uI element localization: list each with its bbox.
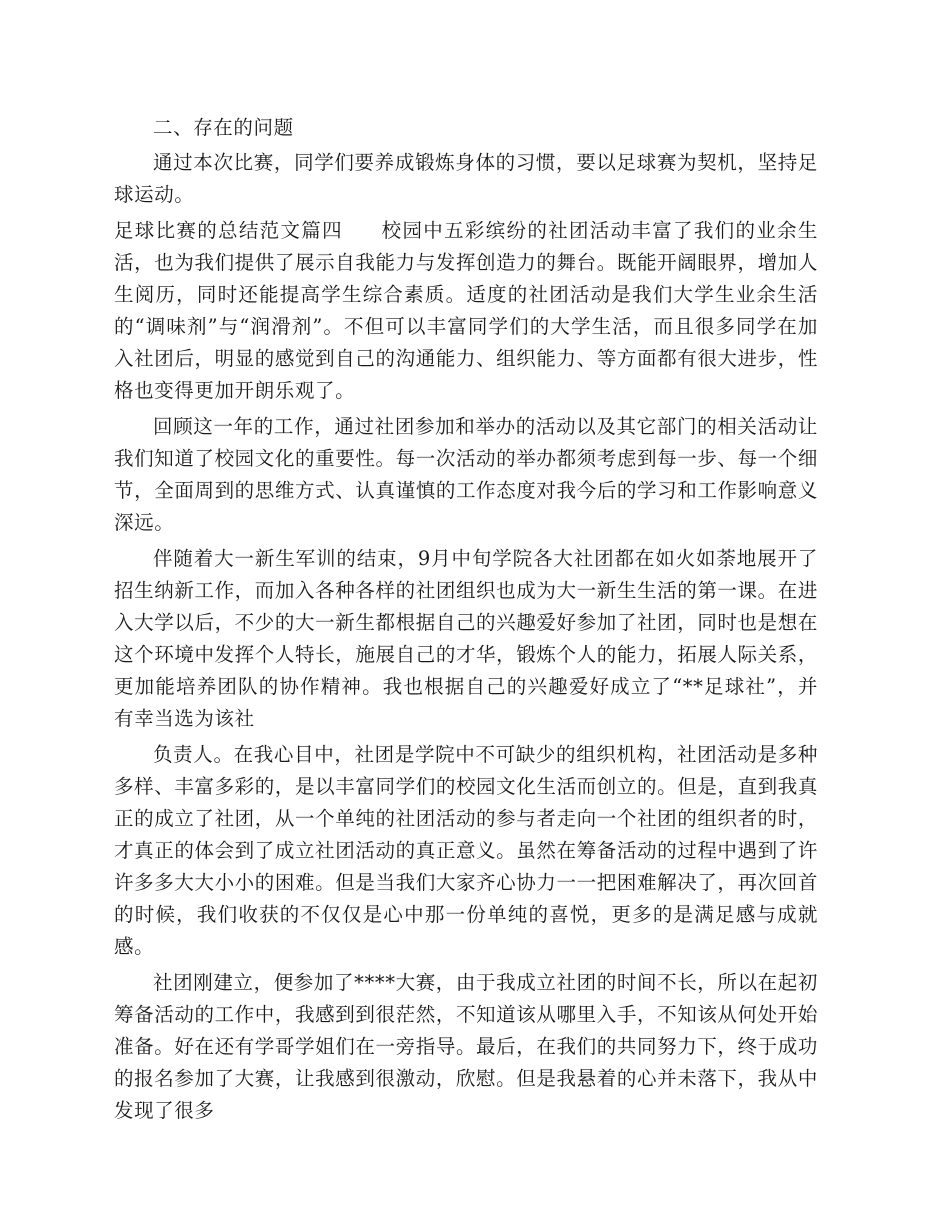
article-title: 足球比赛的总结范文篇四	[114, 219, 343, 242]
document-body	[114, 112, 818, 1131]
paragraph-2-body: 校园中五彩缤纷的社团活动丰富了我们的业余生活，也为我们提供了展示自我能力与发挥创造力的舞台。既能开阔眼界，增加人生阅历，同时还能提高学生综合素质。适度的社团活动是我们大学生业余生活的“调味剂”与“润滑剂”。不但可以丰富同学们的大学生活，而且很多同学在加入社团后，明显的感觉到自己的沟通能力、组织能力、等方面都有很大进步，性格也变得更加开朗乐观了。	[114, 219, 818, 402]
paragraph-4: 伴随着大一新生军训的结束，9月中旬学院各大社团都在如火如荼地展开了招生纳新工作，而加入各种各样的社团组织也成为大一新生生活的第一课。在进入大学以后，不少的大一新生都根据自己的兴趣爱好参加了社团，同时也是想在这个环境中发挥个人特长，施展自己的才华，锻炼个人的能力，拓展人际关系，更加能培养团队的协作精神。我也根据自己的兴趣爱好成立了“**足球社”，并有幸当选为该社	[114, 547, 818, 730]
section-heading: 二、存在的问题	[153, 116, 294, 139]
paragraph-5: 负责人。在我心目中，社团是学院中不可缺少的组织机构，社团活动是多种多样、丰富多彩的，是以丰富同学们的校园文化生活而创立的。但是，直到我真正的成立了社团，从一个单纯的社团活动的参与者走向一个社团的组织者的时，才真正的体会到了成立社团活动的真正意义。虽然在筹备活动的过程中遇到了许许多多大大小小的困难。但是当我们大家齐心协力一一把困难解决了，再次回首的时候，我们收获的不仅仅是心中那一份单纯的喜悦，更多的是满足感与成就感。	[114, 743, 818, 958]
paragraph-6: 社团刚建立，便参加了****大赛，由于我成立社团的时间不长，所以在起初筹备活动的工作中，我感到到很茫然，不知道该从哪里入手，不知该从何处开始准备。好在还有学哥学姐们在一旁指导。最后，在我们的共同努力下，终于成功的报名参加了大赛，让我感到很激动，欣慰。但是我悬着的心并未落下，我从中发现了很多	[114, 971, 818, 1122]
paragraph-1: 通过本次比赛，同学们要养成锻炼身体的习惯，要以足球赛为契机，坚持足球运动。	[114, 151, 818, 206]
paragraph-2	[114, 215, 818, 407]
paragraph-3: 回顾这一年的工作，通过社团参加和举办的活动以及其它部门的相关活动让我们知道了校园文化的重要性。每一次活动的举办都须考虑到每一步、每一个细节，全面周到的思维方式、认真谨慎的工作态度对我今后的学习和工作影响意义深远。	[114, 415, 818, 534]
